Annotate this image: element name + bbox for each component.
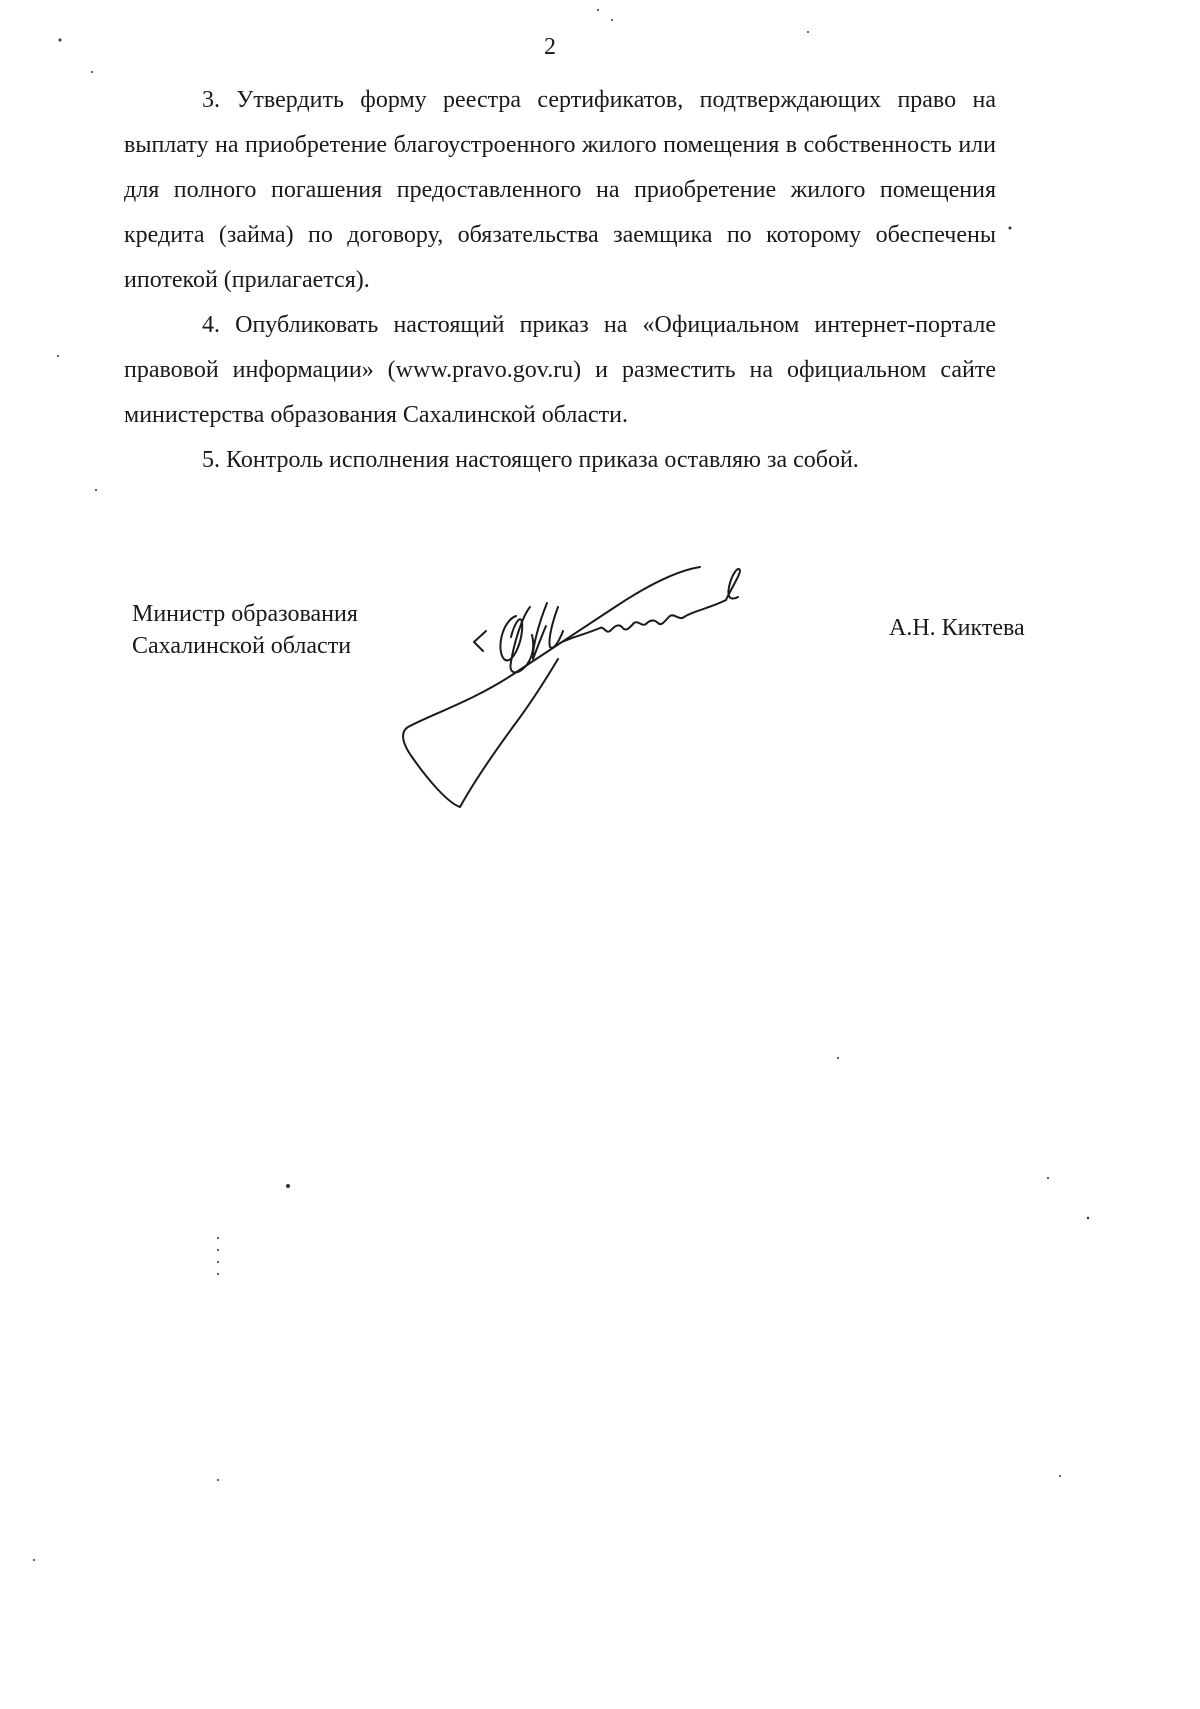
signer-position-line-2: Сахалинской области xyxy=(132,633,352,659)
page-number: 2 xyxy=(544,34,556,60)
paragraph-3: 3. Утвердить форму реестра сертификатов, подтверждающих право на выплату на приобретение благоустроенного жилого помещения в собственность или для полного погашения предоставленного на приобретение жилого помещения кредита (займа) по договору, обязательства заемщика по которому обеспечены ипотекой (прилагается). xyxy=(124,87,996,293)
signer-name: А.Н. Киктева xyxy=(889,615,1025,641)
paragraph-4: 4. Опубликовать настоящий приказ на «Официальном интернет-портале правовой информации» (www.pravo.gov.ru) и разместить на официальном сайте министерства образования Сахалинской области. xyxy=(124,312,996,428)
paragraph-5: 5. Контроль исполнения настоящего приказа оставляю за собой. xyxy=(202,447,859,473)
signer-position-line-1: Министр образования xyxy=(132,601,358,627)
